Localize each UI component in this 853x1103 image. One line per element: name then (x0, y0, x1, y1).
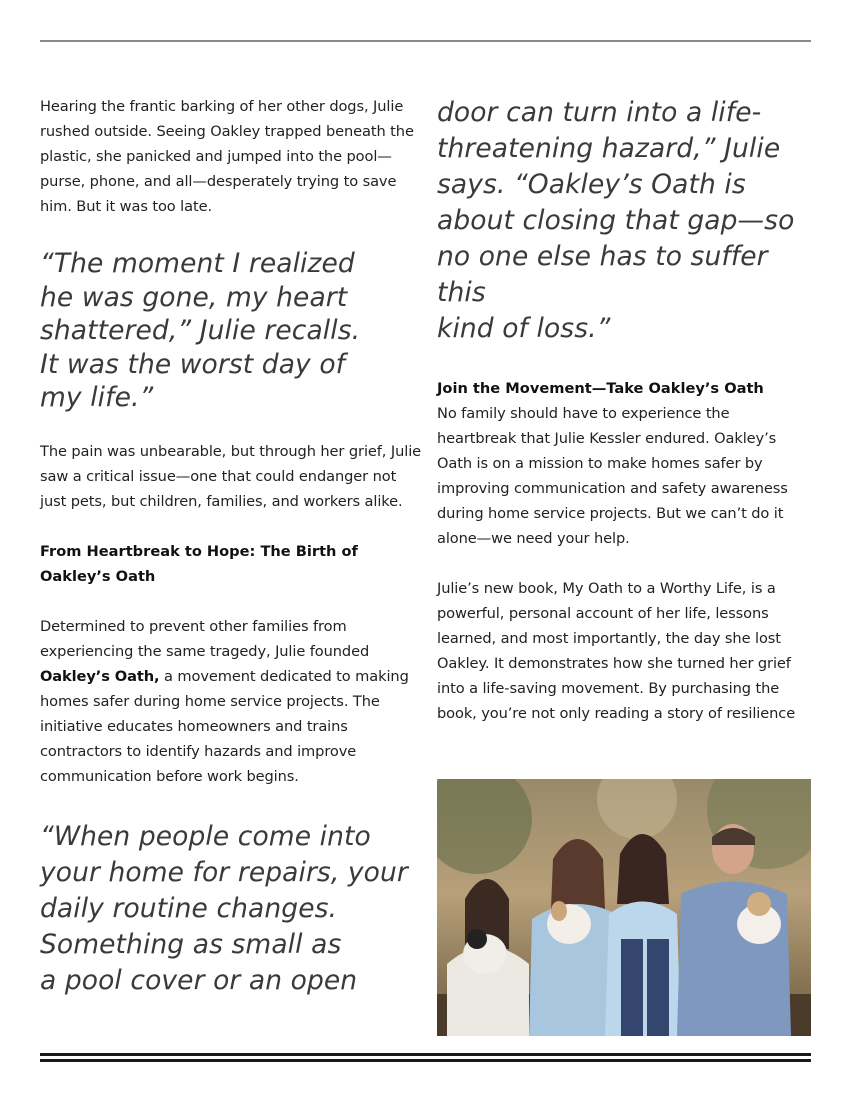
quote-line: says. “Oakley’s Oath is (437, 169, 746, 200)
left-column (40, 94, 422, 999)
quote-line: shattered,” Julie recalls. (40, 315, 361, 346)
quote-line: door can turn into a life- (437, 97, 762, 128)
family-photo (437, 779, 811, 1036)
heading-line: Oakley’s Oath (40, 567, 156, 585)
paragraph-frantic-barking: Hearing the frantic barking of her other dogs, Julie rushed outside. Seeing Oakley trapped beneath the plastic, she panicked and jumped into the pool—purse, phone, and all—desperately trying to save him. But it was too late. (40, 98, 414, 215)
pull-quote-heart-shattered (40, 247, 422, 415)
oakleys-oath-bold: Oakley’s Oath, (40, 667, 160, 685)
quote-line: kind of loss.” (437, 313, 611, 344)
quote-line: your home for repairs, your (40, 856, 408, 888)
quote-line: my life.” (40, 382, 154, 413)
family-photo-illustration (437, 779, 811, 1036)
top-rule (40, 40, 811, 42)
quote-line: a pool cover or an open (40, 964, 358, 996)
paragraph-text: a movement dedicated to making homes safer during home service projects. The initiative educates homeowners and trains contractors to identify hazards and improve communication before work begins. (40, 667, 409, 785)
heading-heartbreak-to-hope (40, 539, 422, 589)
quote-line: “The moment I realized (40, 248, 355, 279)
quote-line: he was gone, my heart (40, 281, 348, 313)
pull-quote-continued (437, 95, 813, 347)
paragraph-pain-unbearable: The pain was unbearable, but through her grief, Julie saw a critical issue—one that could endanger not just pets, but children, families, and workers alike. (40, 442, 422, 510)
quote-line: daily routine changes. (40, 892, 338, 924)
paragraph-no-family: No family should have to experience the heartbreak that Julie Kessler endured. Oakley’s Oath is on a mission to make homes safer by improving communication and safety awareness during home service projects. But we can’t do it alone—we need your help. (437, 405, 788, 547)
bottom-rule (40, 1053, 811, 1056)
paragraph-new-book: Julie’s new book, My Oath to a Worthy Life, is a powerful, personal account of her life, lessons learned, and most importantly, the day she lost Oakley. It demonstrates how she turned her grief into a life-saving movement. By purchasing the book, you’re not only reading a story of resilience (437, 580, 796, 722)
quote-line: It was the worst day of (40, 348, 346, 380)
quote-line: Something as small as (40, 928, 342, 960)
quote-line: no one else has to suffer this (437, 241, 768, 308)
right-column (437, 95, 813, 726)
paragraph-founded-oath (40, 614, 422, 789)
paragraph-text: Determined to prevent other families from experiencing the same tragedy, Julie founded (40, 617, 370, 660)
bottom-rule (40, 1059, 811, 1062)
heading-line: From Heartbreak to Hope: The Birth of (40, 542, 358, 560)
quote-line: threatening hazard,” Julie (437, 133, 781, 164)
heading-join-movement: Join the Movement—Take Oakley’s Oath (437, 380, 764, 397)
pull-quote-repairs (40, 819, 422, 999)
quote-line: about closing that gap—so (437, 205, 795, 236)
quote-line: “When people come into (40, 820, 371, 852)
